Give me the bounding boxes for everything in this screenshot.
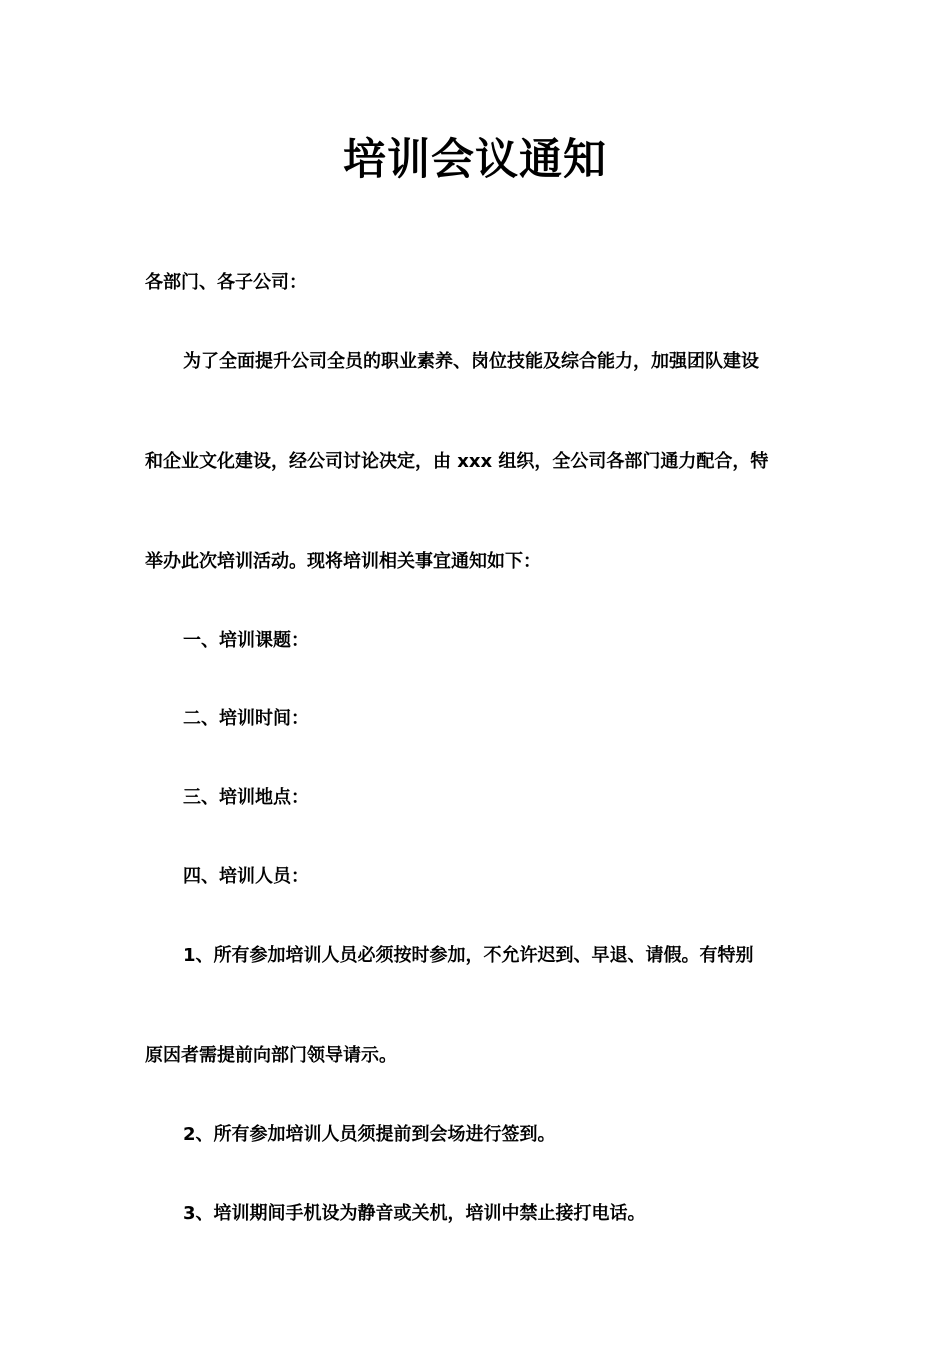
section-location: 三、培训地点：	[183, 787, 309, 808]
document-title: 培训会议通知	[343, 135, 607, 185]
rule-1-line-1: 1、所有参加培训人员必须按时参加，不允许迟到、早退、请假。有特别	[183, 945, 754, 966]
rule-1-line-2: 原因者需提前向部门领导请示。	[145, 1045, 397, 1066]
intro-line-1: 为了全面提升公司全员的职业素养、岗位技能及综合能力，加强团队建设	[183, 351, 759, 372]
intro-line-3: 举办此次培训活动。现将培训相关事宜通知如下：	[145, 551, 541, 572]
section-time: 二、培训时间：	[183, 708, 309, 729]
section-attendees: 四、培训人员：	[183, 866, 309, 887]
salutation: 各部门、各子公司：	[145, 272, 307, 293]
intro-line-2: 和企业文化建设，经公司讨论决定，由 xxx 组织，全公司各部门通力配合，特	[145, 451, 769, 472]
section-topic: 一、培训课题：	[183, 630, 309, 651]
rule-3: 3、培训期间手机设为静音或关机，培训中禁止接打电话。	[183, 1203, 646, 1224]
rule-2: 2、所有参加培训人员须提前到会场进行签到。	[183, 1124, 556, 1145]
